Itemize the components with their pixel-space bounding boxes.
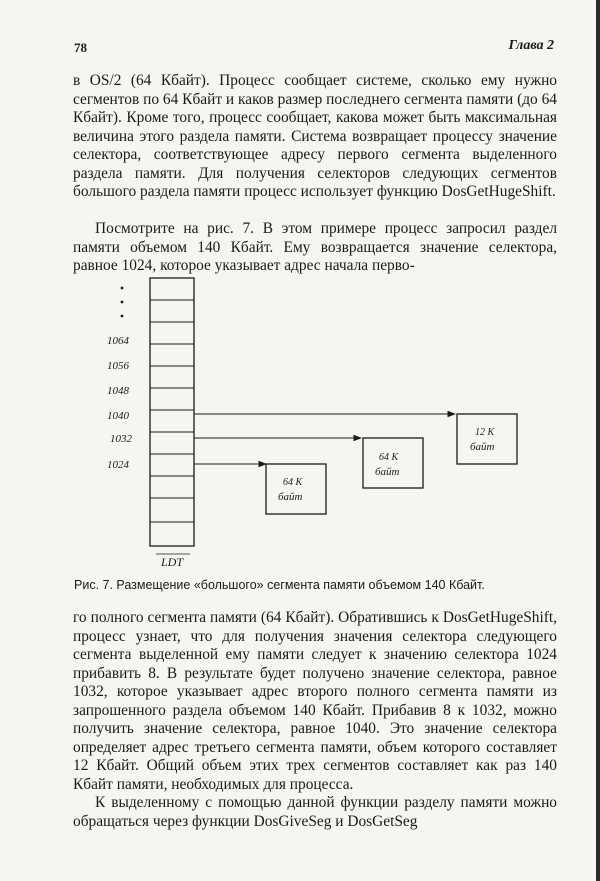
figure-caption: Рис. 7. Размещение «большого» сегмента памяти объемом 140 Кбайт. (74, 578, 485, 592)
segment-unit: байт (470, 441, 495, 453)
ldt-label: LDT (161, 555, 184, 569)
segment-unit: байт (375, 466, 400, 478)
page-edge-shadow (596, 0, 600, 881)
ldt-table (150, 278, 194, 546)
segment-box-1 (266, 464, 326, 514)
selector-label: 1048 (107, 385, 129, 397)
selector-label: 1032 (110, 433, 132, 445)
figure-7 (0, 276, 600, 576)
segment-size: 12 К (475, 427, 495, 438)
page-number: 78 (74, 40, 87, 55)
segment-box-3 (457, 414, 517, 464)
paragraph-2: Посмотрите на рис. 7. В этом примере процесс запросил раздел памяти объемом 140 Кбайт. Ему возвращается значение селектора, равное 1024, которое указывает адрес начала перво- (73, 220, 557, 274)
paragraph-1: в OS/2 (64 Кбайт). Процесс сообщает системе, сколько ему нужно сегментов по 64 Кбайт и каков размер последнего сегмента памяти (до 64 Кбайт). Кроме того, процесс сообщает, какова может быть максимальная величина этого раздела памяти. Система возвращает процессу значение селектора, соответствующее адресу первого сегмента выделенного раздела памяти. Для получения селекторов следующих сегментов большого раздела памяти процесс использует функцию DosGetHugeShift. (73, 72, 557, 200)
paragraph-3: го полного сегмента памяти (64 Кбайт). Обратившись к DosGetHugeShift, процесс узнает, что для получения значения селектора следующего сегмента выделенной ему памяти следует к значению селектора 1024 прибавить 8. В результате будет получено значение селектора, равное 1032, которое указывает адрес второго полного сегмента памяти из запрошенного раздела объемом 140 Кбайт. Прибавив 8 к 1032, можно получить значение селектора, равное 1040. Это значение селектора определяет адрес третьего сегмента памяти, объем которого составляет 12 Кбайт. Общий объем этих трех сегментов составляет как раз 140 Кбайт памяти, необходимых для процесса. (73, 609, 557, 793)
segment-box-2 (363, 438, 423, 488)
selector-label: 1040 (107, 410, 129, 422)
segment-size: 64 К (379, 452, 399, 463)
selector-label: 1056 (107, 360, 129, 372)
segment-size: 64 К (283, 477, 303, 488)
ellipsis-dots (121, 287, 124, 318)
selector-label: 1024 (107, 459, 129, 471)
ldt-diagram (0, 276, 600, 576)
selector-label: 1064 (107, 335, 129, 347)
paragraph-4: К выделенному с помощью данной функции разделу памяти можно обращаться через функции DosGiveSeg и DosGetSeg (73, 794, 557, 830)
segment-unit: байт (278, 491, 303, 503)
chapter-title: Глава 2 (508, 38, 554, 53)
